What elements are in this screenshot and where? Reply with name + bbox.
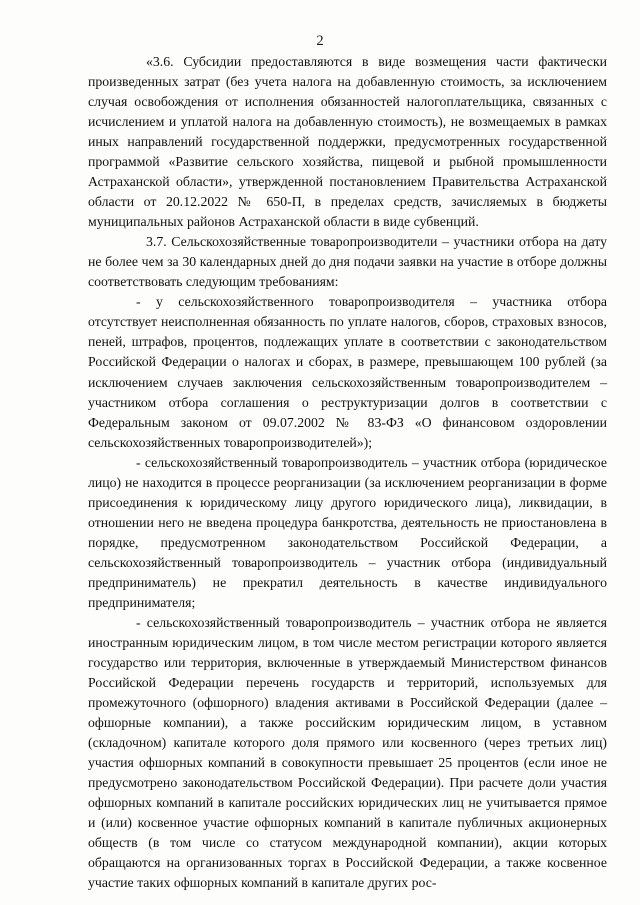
page-number: 2 [316,33,324,49]
paragraph-3-6: «3.6. Субсидии предоставляются в виде возмещения части фактически произведенных затрат (без учета налога на добавленную стоимость, за исключением случая освобождения от исполнения обязанностей налогоплательщика, связанных с исчислением и уплатой налога на добавленную стоимость), не возмещаемых в рамках иных направлений государственной поддержки, предусмотренных государственной программой «Развитие сельского хозяйства, пищевой и рыбной промышленности Астраханской области», утвержденной постановлением Правительства Астраханской области от 20.12.2022 № 650-П, в пределах средств, зачисляемых в бюджеты муниципальных районов Астраханской области в виде субвенций. [88,54,607,230]
requirement-no-reorganization: - сельскохозяйственный товаропроизводитель – участник отбора (юридическое лицо) не находится в процессе реорганизации (за исключением реорганизации в форме присоединения к юридическому лицу другого юридического лица), ликвидации, в отношении него не введена процедура банкротства, деятельность не приостановлена в порядке, предусмотренном законодательством Российской Федерации, а сельскохозяйственный товаропроизводитель – участник отбора (индивидуальный предприниматель) не прекратил деятельность в качестве индивидуального предпринимателя; [88,454,607,610]
document-body [88,52,607,893]
paragraph-3-7: 3.7. Сельскохозяйственные товаропроизводители – участники отбора на дату не более чем за 30 календарных дней до дня подачи заявки на участие в отборе должны соответствовать следующим требованиям: [88,234,607,290]
requirement-not-offshore: - сельскохозяйственный товаропроизводитель – участник отбора не является иностранным юридическим лицом, в том числе местом регистрации которого является государство или территория, включенные в утверждаемый Министерством финансов Российской Федерации перечень государств и территорий, используемых для промежуточного (офшорного) владения активами в Российской Федерации (далее – офшорные компании), а также российским юридическим лицом, в уставном (складочном) капитале которого доля прямого или косвенного (через третьих лиц) участия офшорных компаний в совокупности превышает 25 процентов (если иное не предусмотрено законодательством Российской Федерации). При расчете доли участия офшорных компаний в капитале российских юридических лиц не учитывается прямое и (или) косвенное участие офшорных компаний в капитале публичных акционерных обществ (в том числе со статусом международной компании), акции которых обращаются на организованных торгах в Российской Федерации, а также косвенное участие таких офшорных компаний в капитале других рос- [88,614,607,891]
requirement-no-tax-debt: - у сельскохозяйственного товаропроизводителя – участника отбора отсутствует неисполненная обязанность по уплате налогов, сборов, страховых взносов, пеней, штрафов, процентов, подлежащих уплате в соответствии с законодательством Российской Федерации о налогах и сборах, в размере, превышающем 100 рублей (за исключением случаев заключения сельскохозяйственным товаропроизводителем – участником отбора соглашения о реструктуризации долгов в соответствии с Федеральным законом от 09.07.2002 № 83-ФЗ «О финансовом оздоровлении сельскохозяйственных товаропроизводителей»); [88,294,607,450]
